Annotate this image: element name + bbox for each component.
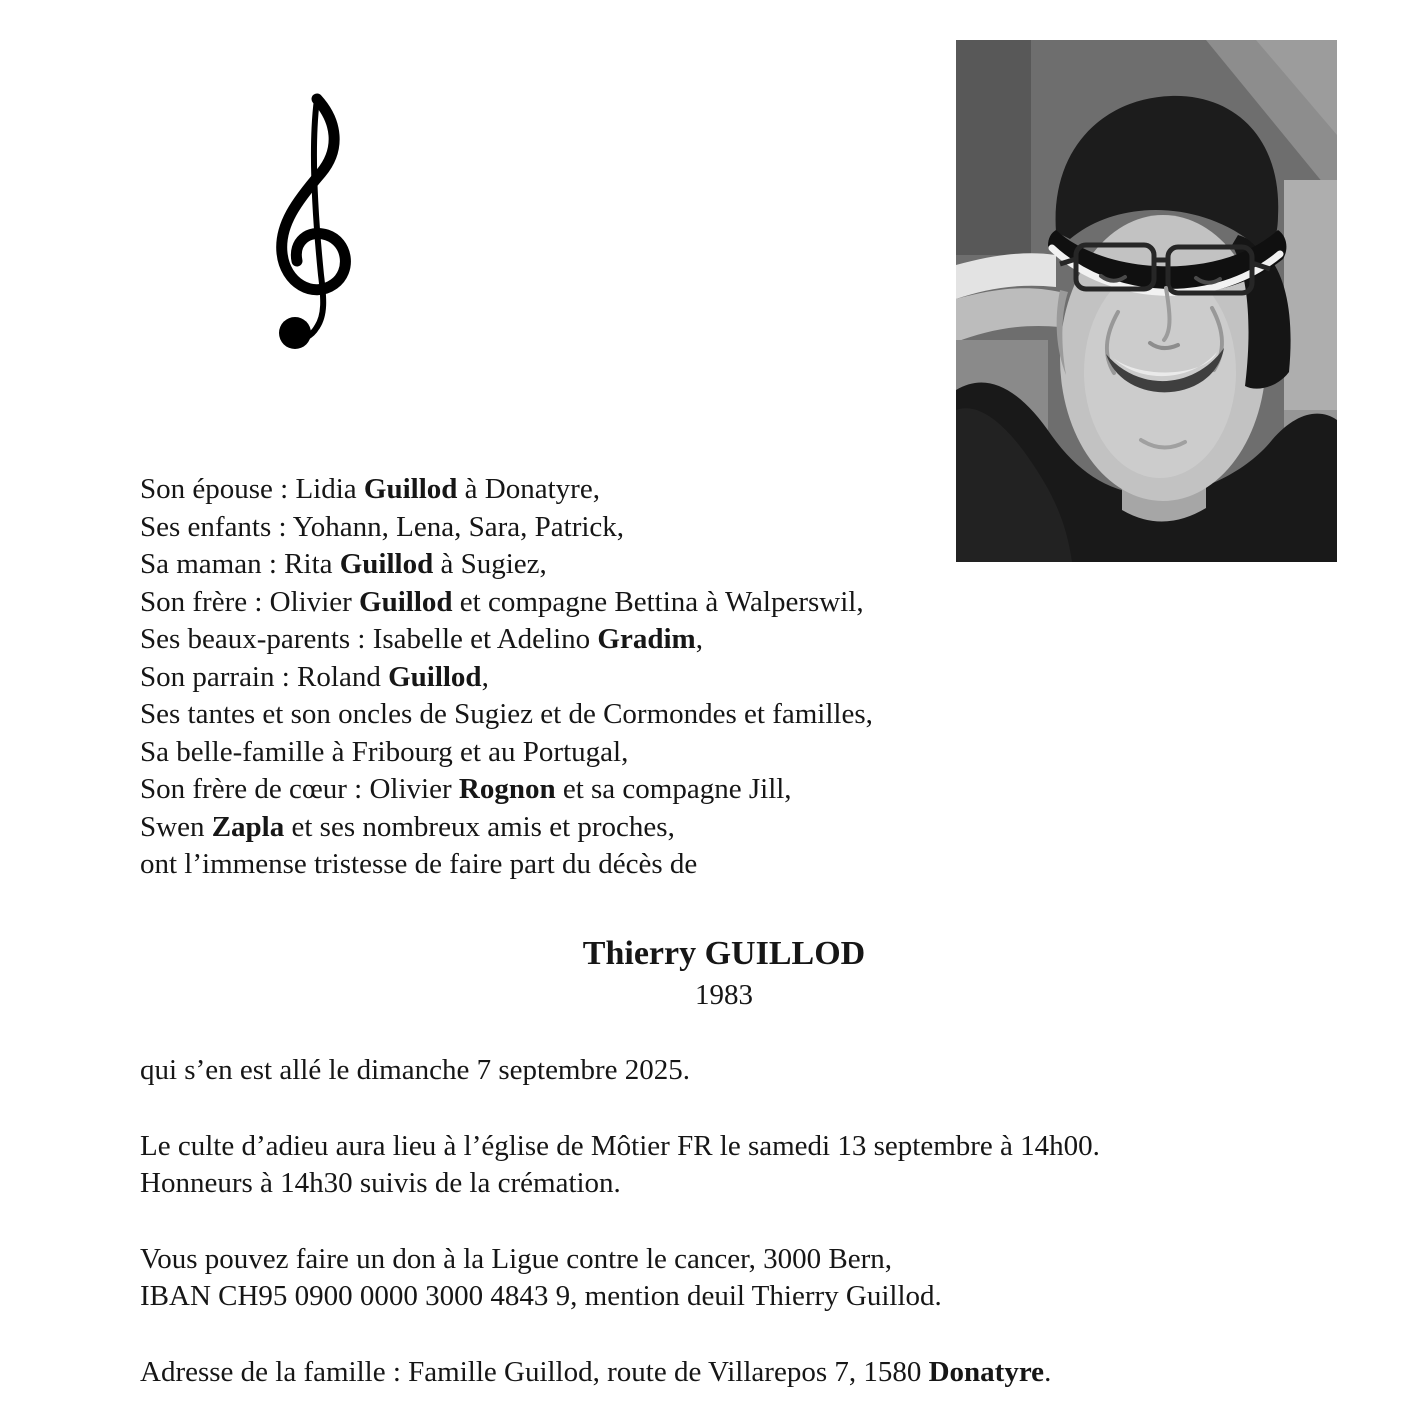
text-segment: Sa belle-famille à Fribourg et au Portugal, <box>140 735 629 768</box>
paragraph <box>140 1241 1308 1316</box>
bold-text-segment: Guillod <box>363 473 458 505</box>
text-segment: Adresse de la famille : Famille Guillod, route de Villarepos 7, 1580 <box>140 1355 929 1388</box>
bold-text-segment: Donatyre <box>928 1355 1045 1388</box>
text-line <box>140 1165 1308 1203</box>
text-line <box>140 1354 1308 1392</box>
text-line <box>140 771 1308 809</box>
text-line <box>140 809 1308 847</box>
text-line <box>140 546 1308 584</box>
text-segment: et compagne Bettina à Walperswil, <box>452 585 864 618</box>
bold-text-segment: Zapla <box>211 810 285 843</box>
bold-text-segment: Guillod <box>339 548 434 580</box>
text-line <box>140 846 1308 884</box>
text-segment: à Sugiez, <box>433 548 547 580</box>
text-segment: , <box>481 660 489 693</box>
text-segment: Ses tantes et son oncles de Sugiez et de Cormondes et familles, <box>140 698 873 730</box>
text-segment: , <box>695 623 703 655</box>
text-segment: ont l’immense tristesse de faire part du décès de <box>140 848 698 880</box>
text-segment: . <box>1044 1355 1052 1388</box>
paragraph <box>140 1128 1308 1203</box>
text-segment: Ses beaux-parents : Isabelle et Adelino <box>140 623 598 655</box>
text-line <box>140 621 1308 659</box>
deceased-name: Thierry GUILLOD <box>582 934 866 972</box>
text-segment: IBAN CH95 0900 0000 3000 4843 9, mention deuil Thierry Guillod. <box>140 1280 942 1312</box>
notice-content <box>140 471 1308 1391</box>
text-line <box>140 1241 1308 1279</box>
text-line <box>140 659 1308 697</box>
text-segment: Le culte d’adieu aura lieu à l’église de Môtier FR le samedi 13 septembre à 14h00. <box>140 1129 1100 1162</box>
text-line <box>140 734 1308 772</box>
text-line <box>140 509 1308 547</box>
text-segment: Sa maman : Rita <box>140 548 340 580</box>
text-segment: et ses nombreux amis et proches, <box>284 810 675 843</box>
text-segment: Honneurs à 14h30 suivis de la crémation. <box>140 1167 621 1199</box>
text-segment: à Donatyre, <box>457 473 600 505</box>
paragraphs <box>140 1052 1308 1391</box>
text-line <box>140 1128 1308 1166</box>
text-segment: Son épouse : Lidia <box>140 473 364 505</box>
text-line <box>140 1052 1308 1090</box>
treble-clef-icon <box>255 85 367 370</box>
text-line <box>140 471 1308 509</box>
text-segment: Son frère de cœur : Olivier <box>140 773 459 805</box>
text-line <box>140 1278 1308 1316</box>
text-segment: et sa compagne Jill, <box>555 773 792 805</box>
text-line <box>140 696 1308 734</box>
bold-text-segment: Rognon <box>458 773 556 805</box>
text-segment: Vous pouvez faire un don à la Ligue contre le cancer, 3000 Bern, <box>140 1242 893 1275</box>
family-lines <box>140 471 1308 884</box>
bold-text-segment: Gradim <box>597 623 696 655</box>
bold-text-segment: Guillod <box>359 585 453 618</box>
text-segment: Son frère : Olivier <box>140 585 360 618</box>
text-line <box>140 584 1308 622</box>
paragraph <box>140 1354 1308 1392</box>
deceased-year: 1983 <box>695 978 753 1011</box>
text-segment: Ses enfants : Yohann, Lena, Sara, Patrick, <box>140 510 625 543</box>
bold-text-segment: Guillod <box>388 660 482 693</box>
text-segment: qui s’en est allé le dimanche 7 septembre 2025. <box>140 1054 691 1086</box>
text-segment: Son parrain : Roland <box>140 660 389 693</box>
paragraph <box>140 1052 1308 1090</box>
text-segment: Swen <box>140 810 212 843</box>
